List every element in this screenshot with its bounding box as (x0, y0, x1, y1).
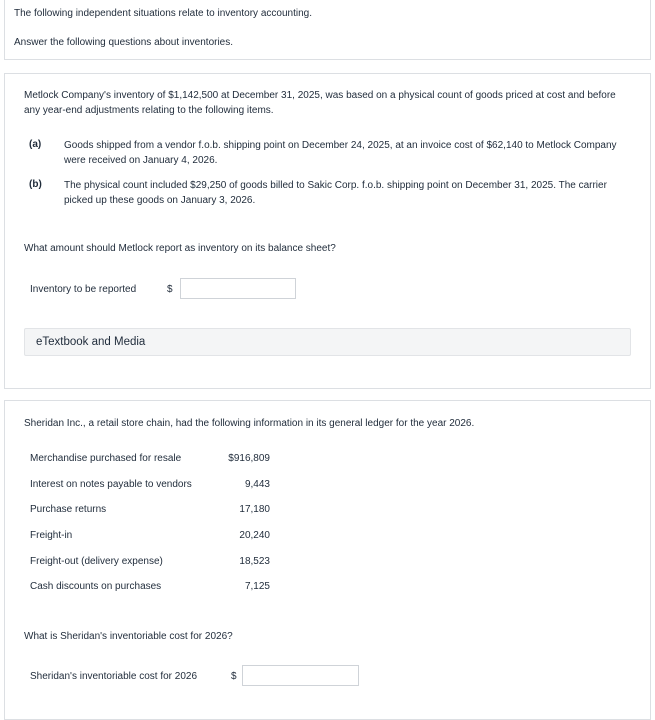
ledger-label: Merchandise purchased for resale (30, 453, 182, 464)
inventoriable-cost-input[interactable] (242, 665, 359, 686)
currency-symbol: $ (231, 671, 237, 682)
sheridan-description: Sheridan Inc., a retail store chain, had the following information in its general ledger for the year 2026. (24, 418, 475, 429)
ledger-label: Freight-out (delivery expense) (30, 556, 163, 567)
inventory-reported-label: Inventory to be reported (30, 284, 137, 295)
ledger-value: 7,125 (244, 581, 270, 592)
inventoriable-cost-label: Sheridan's inventoriable cost for 2026 (30, 671, 198, 682)
item-label-a: (a) (29, 139, 42, 150)
intro-line-1: The following independent situations relate to inventory accounting. (14, 8, 312, 19)
item-text-a: Goods shipped from a vendor f.o.b. shipping point on December 24, 2025, at an invoice cost of $62,140 to Metlock Company were received on January 4, 2026. (64, 140, 617, 166)
ledger-value: 20,240 (239, 530, 270, 541)
intro-line-2: Answer the following questions about inventories. (14, 37, 234, 48)
sheridan-question-card (4, 400, 651, 720)
ledger-value: 18,523 (239, 556, 270, 567)
ledger-label: Cash discounts on purchases (30, 581, 162, 592)
currency-symbol: $ (167, 284, 173, 295)
ledger-label: Purchase returns (30, 504, 107, 515)
metlock-question-card (4, 73, 651, 389)
inventory-reported-input[interactable] (180, 278, 296, 299)
intro-card (4, 0, 651, 60)
ledger-value: $916,809 (228, 453, 270, 464)
metlock-question: What amount should Metlock report as inventory on its balance sheet? (24, 243, 336, 254)
ledger-value: 17,180 (239, 504, 270, 515)
sheridan-question: What is Sheridan's inventoriable cost for 2026? (24, 631, 233, 642)
metlock-description: Metlock Company's inventory of $1,142,500 at December 31, 2025, was based on a physical count of goods priced at cost and before any year-end adjustments relating to the following items. (24, 90, 616, 116)
etextbook-media-button[interactable]: eTextbook and Media (24, 328, 631, 356)
ledger-label: Interest on notes payable to vendors (30, 479, 192, 490)
item-text-b: The physical count included $29,250 of goods billed to Sakic Corp. f.o.b. shipping point on December 31, 2025. The carrier picked up these goods on January 3, 2026. (64, 180, 607, 206)
ledger-value: 9,443 (244, 479, 270, 490)
item-label-b: (b) (29, 179, 42, 190)
ledger-label: Freight-in (30, 530, 73, 541)
